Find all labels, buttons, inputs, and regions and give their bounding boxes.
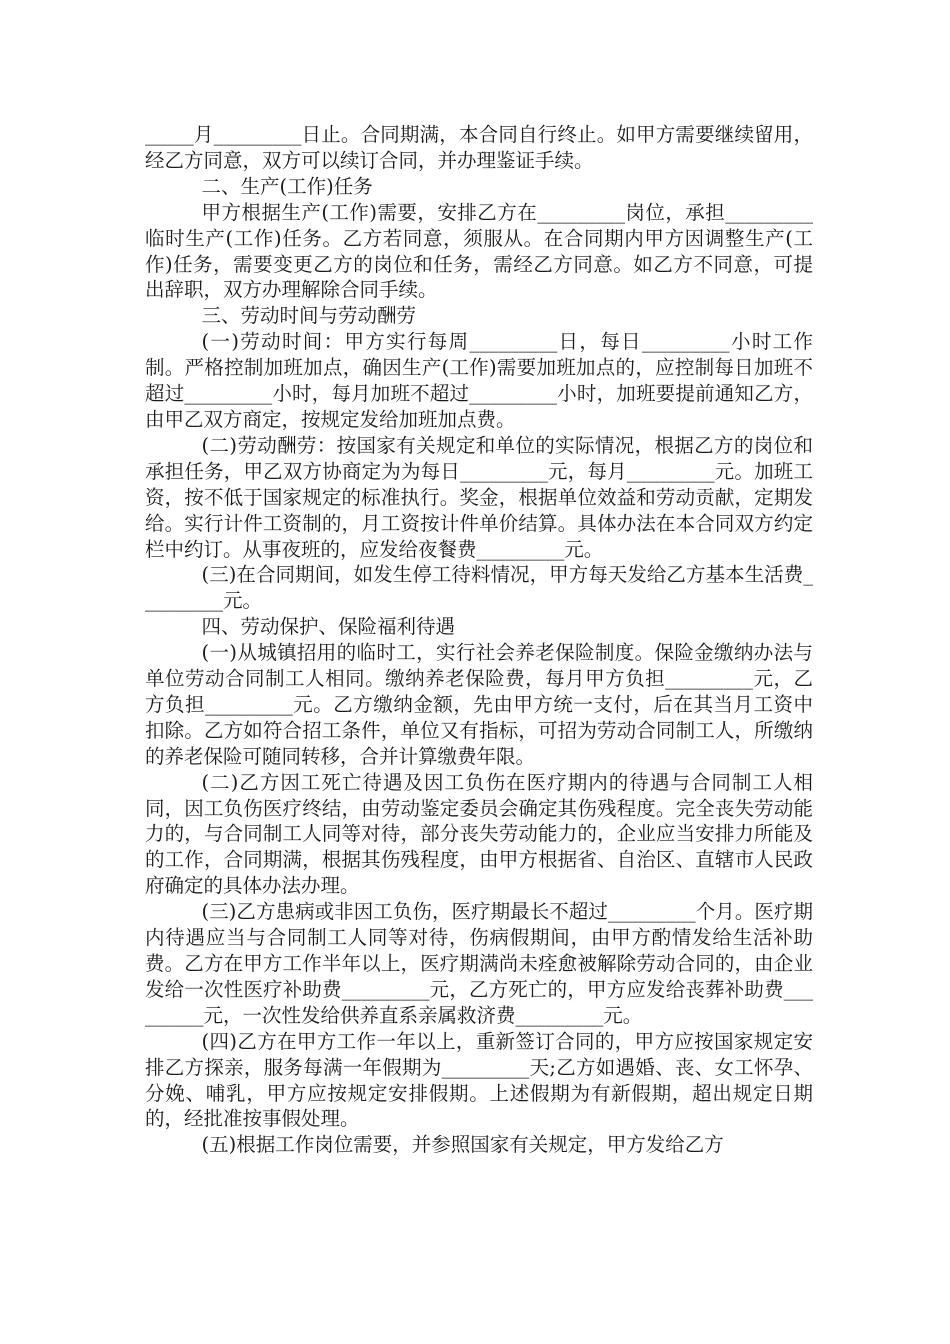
section-heading-protection-insurance: 四、劳动保护、保险福利待遇 [201,615,456,639]
contract-paragraph-illness: (三)乙方患病或非因工负伤，医疗期最长不超过_________个月。医疗期内待遇应当与合同制工人同等对待，伤病假期间，由甲方酌情发给生活补助费。乙方在甲方工作半年以上，医疗期满尚未痊愈被解除劳动合同的，由企业发给一次性医疗补助费_________元，乙方死亡的，甲方应发给丧葬补助费_________元，一次性发给供养直系亲属救济费_________元。 [145,900,813,1027]
contract-paragraph-working-time: (一)劳动时间：甲方实行每周_________日，每日_________小时工作制。严格控制加班加点，确因生产(工作)需要加班加点的，应控制每日加班不超过_________小时，每月加班不超过_________小时，加班要提前通知乙方，由甲乙双方商定，按规定发给加班加点费。 [145,330,813,431]
contract-paragraph-work-injury: (二)乙方因工死亡待遇及因工负伤在医疗期内的待遇与合同制工人相同，因工负伤医疗终结，由劳动鉴定委员会确定其伤残程度。完全丧失劳动能力的，与合同制工人同等对待，部分丧失劳动能力的，企业应当安排力所能及的工作，合同期满，根据其伤残程度，由甲方根据省、自治区、直辖市人民政府确定的具体办法办理。 [145,770,813,898]
contract-paragraph-production-tasks: 甲方根据生产(工作)需要，安排乙方在_________岗位，承担_________临时生产(工作)任务。乙方若同意，须服从。在合同期内甲方因调整生产(工作)任务，需要变更乙方的岗位和任务，需经乙方同意。如乙方不同意，可提出辞职，双方办理解除合同手续。 [145,200,813,302]
contract-paragraph-pay: (二)劳动酬劳：按国家有关规定和单位的实际情况，根据乙方的岗位和承担任务，甲乙双方协商定为为每日_________元，每月_________元。加班工资，按不低于国家规定的标准执行。奖金，根据单位效益和劳动贡献，定期发给。实行计件工资制的，月工资按计件单价结算。具体办法在本合同双方约定栏中约订。从事夜班的，应发给夜餐费_________元。 [145,433,813,561]
contract-paragraph-term-end: _____月_________日止。合同期满，本合同自行终止。如甲方需要继续留用，经乙方同意，双方可以续订合同，并办理鉴证手续。 [145,123,813,172]
contract-paragraph-leave: (四)乙方在甲方工作一年以上，重新签订合同的，甲方应按国家规定安排乙方探亲，服务每满一年假期为_________天;乙方如遇婚、丧、女工怀孕、分娩、哺乳，甲方应按规定安排假期。上述假期为有新假期，超出规定日期的，经批准按事假处理。 [145,1029,813,1131]
contract-paragraph-protective-supplies: (五)根据工作岗位需要，并参照国家有关规定，甲方发给乙方 [201,1133,724,1157]
contract-paragraph-pension-insurance: (一)从城镇招用的临时工，实行社会养老保险制度。保险金缴纳办法与单位劳动合同制工人相同。缴纳养老保险费，每月甲方负担_________元，乙方负担_________元。乙方缴纳金额，先由甲方统一支付，后在其当月工资中扣除。乙方如符合招工条件，单位又有指标，可招为劳动合同制工人，所缴纳的养老保险可随同转移，合并计算缴费年限。 [145,641,813,768]
contract-document-page [145,122,813,1158]
section-heading-working-time-pay: 三、劳动时间与劳动酬劳 [201,304,417,328]
contract-paragraph-work-stoppage: (三)在合同期间，如发生停工待料情况，甲方每天发给乙方基本生活费_________元。 [145,563,813,613]
section-heading-production-tasks: 二、生产(工作)任务 [201,174,373,198]
